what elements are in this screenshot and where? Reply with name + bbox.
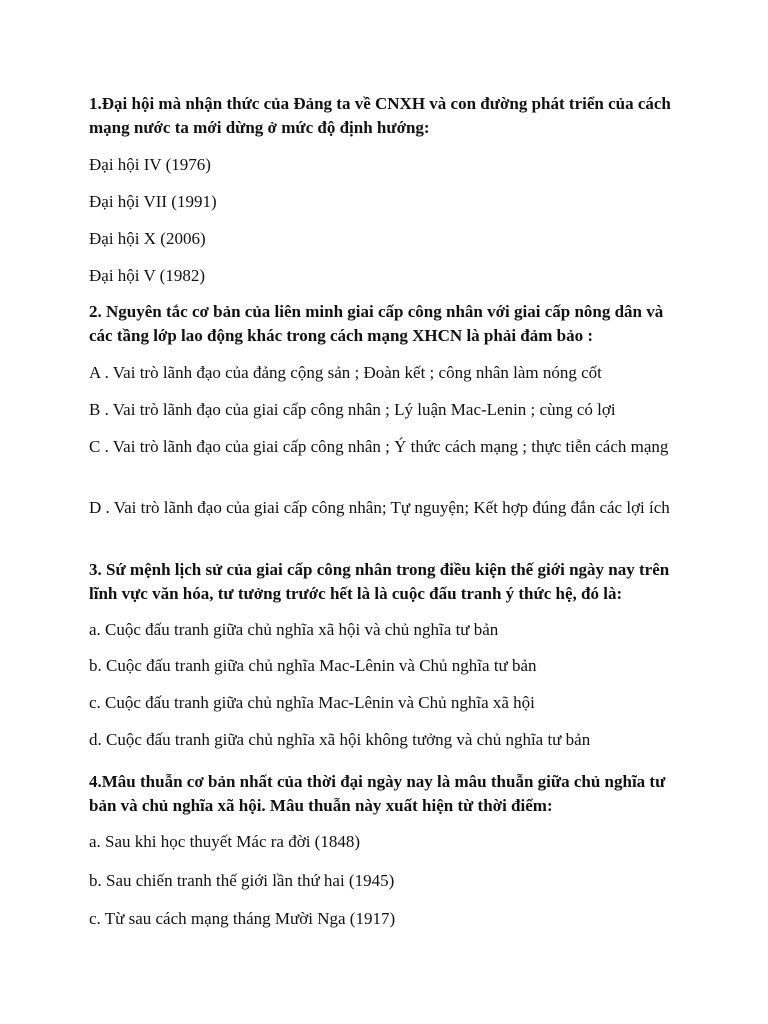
question-1: 1.Đại hội mà nhận thức của Đảng ta về CNXH và con đường phát triển của cách mạng nước ta mới dừng ở mức độ định hướng: [89, 94, 671, 137]
question-1-option-1: Đại hội IV (1976) [89, 155, 211, 174]
question-2-option-a: A . Vai trò lãnh đạo của đảng cộng sản ; Đoàn kết ; công nhân làm nóng cốt [89, 363, 602, 382]
question-4: 4.Mâu thuẫn cơ bản nhất của thời đại ngày nay là mâu thuẫn giữa chủ nghĩa tư bản và chủ nghĩa xã hội. Mâu thuẫn này xuất hiện từ thời điểm: [89, 772, 666, 815]
question-2-option-b: B . Vai trò lãnh đạo của giai cấp công nhân ; Lý luận Mac-Lenin ; cùng có lợi [89, 400, 616, 419]
question-4-option-a: a. Sau khi học thuyết Mác ra đời (1848) [89, 832, 361, 851]
question-3-option-c: c. Cuộc đấu tranh giữa chủ nghĩa Mac-Lênin và Chủ nghĩa xã hội [89, 693, 535, 712]
question-2-option-c: C . Vai trò lãnh đạo của giai cấp công nhân ; Ý thức cách mạng ; thực tiễn cách mạng [89, 437, 669, 456]
question-1-option-2: Đại hội VII (1991) [89, 192, 217, 211]
question-2: 2. Nguyên tắc cơ bản của liên minh giai cấp công nhân với giai cấp nông dân và các tầng lớp lao động khác trong cách mạng XHCN là phải đảm bảo : [89, 302, 664, 345]
question-1-option-4: Đại hội V (1982) [89, 266, 206, 285]
question-4-option-c: c. Từ sau cách mạng tháng Mười Nga (1917) [89, 909, 396, 928]
question-3-option-a: a. Cuộc đấu tranh giữa chủ nghĩa xã hội và chủ nghĩa tư bản [89, 620, 499, 639]
question-3-option-d: d. Cuộc đấu tranh giữa chủ nghĩa xã hội không tưởng và chủ nghĩa tư bản [89, 730, 591, 749]
question-3: 3. Sứ mệnh lịch sử của giai cấp công nhân trong điều kiện thế giới ngày nay trên lĩnh vực văn hóa, tư tưởng trước hết là là cuộc đấu tranh ý thức hệ, đó là: [89, 560, 670, 603]
question-2-option-d: D . Vai trò lãnh đạo của giai cấp công nhân; Tự nguyện; Kết hợp đúng đắn các lợi ích [89, 498, 670, 517]
question-1-option-3: Đại hội X (2006) [89, 229, 206, 248]
question-4-option-b: b. Sau chiến tranh thế giới lần thứ hai (1945) [89, 871, 395, 890]
question-3-option-b: b. Cuộc đấu tranh giữa chủ nghĩa Mac-Lênin và Chủ nghĩa tư bản [89, 656, 537, 675]
